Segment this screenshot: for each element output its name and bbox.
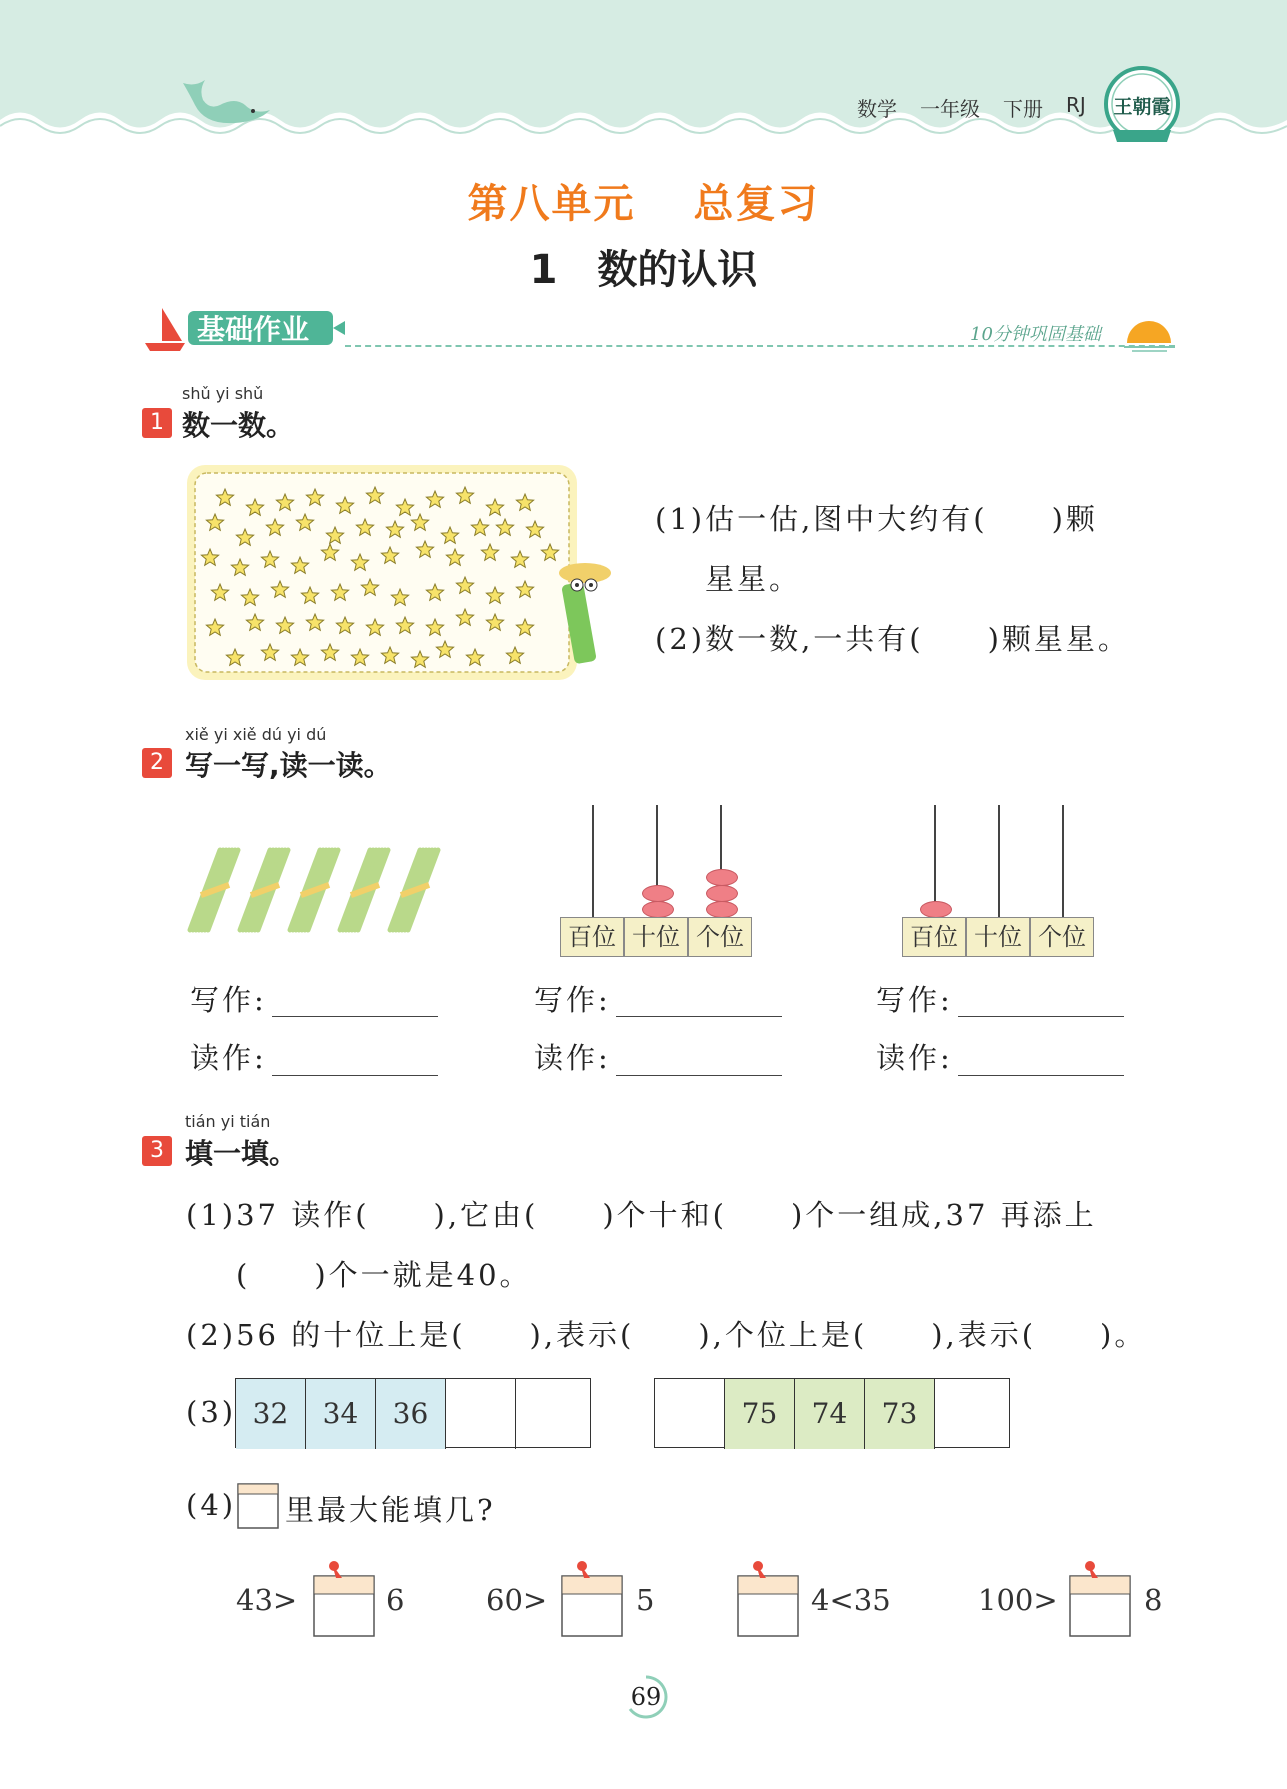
q2-number: 2 <box>142 748 172 778</box>
q2-title: 写一写,读一读。 <box>185 749 392 782</box>
note-box-icon[interactable] <box>558 1558 628 1640</box>
read-answer-line-1[interactable] <box>272 1075 438 1076</box>
stick-bundle <box>190 850 238 930</box>
stick-bundles-icon <box>185 845 445 945</box>
note-box-icon[interactable] <box>734 1558 804 1640</box>
q1-line3: (2)数一数,一共有( )颗星星。 <box>655 622 1130 656</box>
header-subject: 数学 <box>857 97 897 121</box>
place-hundreds: 百位 <box>560 917 624 957</box>
compare-2-left: 60> <box>486 1583 548 1617</box>
seq-blank-cell[interactable] <box>655 1379 725 1449</box>
q2-pinyin: xiě yi xiě dú yi dú <box>185 725 327 744</box>
number-sequence-1 <box>235 1378 591 1448</box>
q3-part1-line1: (1)37 读作( ),它由( )个十和( )个一组成,37 再添上 <box>186 1198 1097 1232</box>
seq-blank-cell[interactable] <box>446 1379 516 1449</box>
write-answer-line-2[interactable] <box>616 1016 782 1017</box>
seq-cell: 32 <box>236 1379 306 1449</box>
stick-bundle <box>340 850 388 930</box>
q3-number: 3 <box>142 1136 172 1166</box>
page-number: 69 <box>630 1683 662 1711</box>
q3-part3-label: (3) <box>186 1395 237 1429</box>
q3-part4-text: 里最大能填几? <box>285 1493 496 1527</box>
q3-part4-label: (4) <box>186 1488 237 1522</box>
logo-text: 王朝霞 <box>1113 96 1171 118</box>
abacus-2 <box>902 805 1102 962</box>
compare-4-left: 100> <box>978 1583 1058 1617</box>
stick-bundle <box>390 850 438 930</box>
seq-cell: 74 <box>795 1379 865 1449</box>
number-sequence-2 <box>654 1378 1010 1448</box>
section-label: 基础作业 <box>197 313 310 346</box>
seq-cell: 36 <box>376 1379 446 1449</box>
abacus-1 <box>560 805 760 962</box>
seq-cell: 75 <box>725 1379 795 1449</box>
place-tens: 十位 <box>966 917 1030 957</box>
q3-title: 填一填。 <box>185 1137 298 1170</box>
compare-3-right: 4<35 <box>811 1583 891 1617</box>
q1-line2: 星星。 <box>705 562 802 596</box>
whale-icon <box>175 75 275 130</box>
seq-blank-cell[interactable] <box>516 1379 586 1449</box>
seq-cell: 34 <box>306 1379 376 1449</box>
lesson-title: 1 数的认识 <box>529 247 758 293</box>
read-label-3: 读作: <box>876 1041 953 1075</box>
compare-4-right: 8 <box>1144 1583 1163 1617</box>
q1-line1: (1)估一估,图中大约有( )颗 <box>655 502 1098 536</box>
compare-2-right: 5 <box>636 1583 655 1617</box>
seq-cell: 73 <box>865 1379 935 1449</box>
star-board <box>185 463 625 685</box>
compare-1-right: 6 <box>386 1583 405 1617</box>
q3-part1-line2: ( )个一就是40。 <box>236 1258 532 1292</box>
write-label-1: 写作: <box>190 983 267 1017</box>
write-label-3: 写作: <box>876 983 953 1017</box>
place-ones: 个位 <box>688 917 752 957</box>
q1-title: 数一数。 <box>182 409 295 442</box>
write-answer-line-3[interactable] <box>958 1016 1124 1017</box>
header-grade: 一年级 <box>920 97 980 121</box>
header-edition: RJ <box>1066 93 1086 117</box>
place-hundreds: 百位 <box>902 917 966 957</box>
write-answer-line-1[interactable] <box>272 1016 438 1017</box>
section-subtitle: 10分钟巩固基础 <box>970 324 1101 345</box>
read-answer-line-3[interactable] <box>958 1075 1124 1076</box>
sunset-icon <box>1122 315 1177 355</box>
stick-bundle <box>290 850 338 930</box>
write-label-2: 写作: <box>534 983 611 1017</box>
place-tens: 十位 <box>624 917 688 957</box>
read-label-1: 读作: <box>190 1041 267 1075</box>
note-box-icon[interactable] <box>310 1558 380 1640</box>
place-ones: 个位 <box>1030 917 1094 957</box>
header-volume: 下册 <box>1003 97 1043 121</box>
compare-1-left: 43> <box>236 1583 298 1617</box>
seq-blank-cell[interactable] <box>935 1379 1005 1449</box>
unit-title: 第八单元 总复习 <box>467 181 820 227</box>
stick-bundle <box>240 850 288 930</box>
note-box-icon[interactable] <box>1066 1558 1136 1640</box>
read-label-2: 读作: <box>534 1041 611 1075</box>
brand-logo <box>1103 60 1181 148</box>
q3-pinyin: tián yi tián <box>185 1112 271 1131</box>
q3-part2: (2)56 的十位上是( ),表示( ),个位上是( ),表示( )。 <box>186 1318 1147 1352</box>
q1-pinyin: shǔ yi shǔ <box>182 384 264 403</box>
read-answer-line-2[interactable] <box>616 1075 782 1076</box>
note-box-icon <box>234 1480 284 1532</box>
q1-number: 1 <box>142 408 172 438</box>
